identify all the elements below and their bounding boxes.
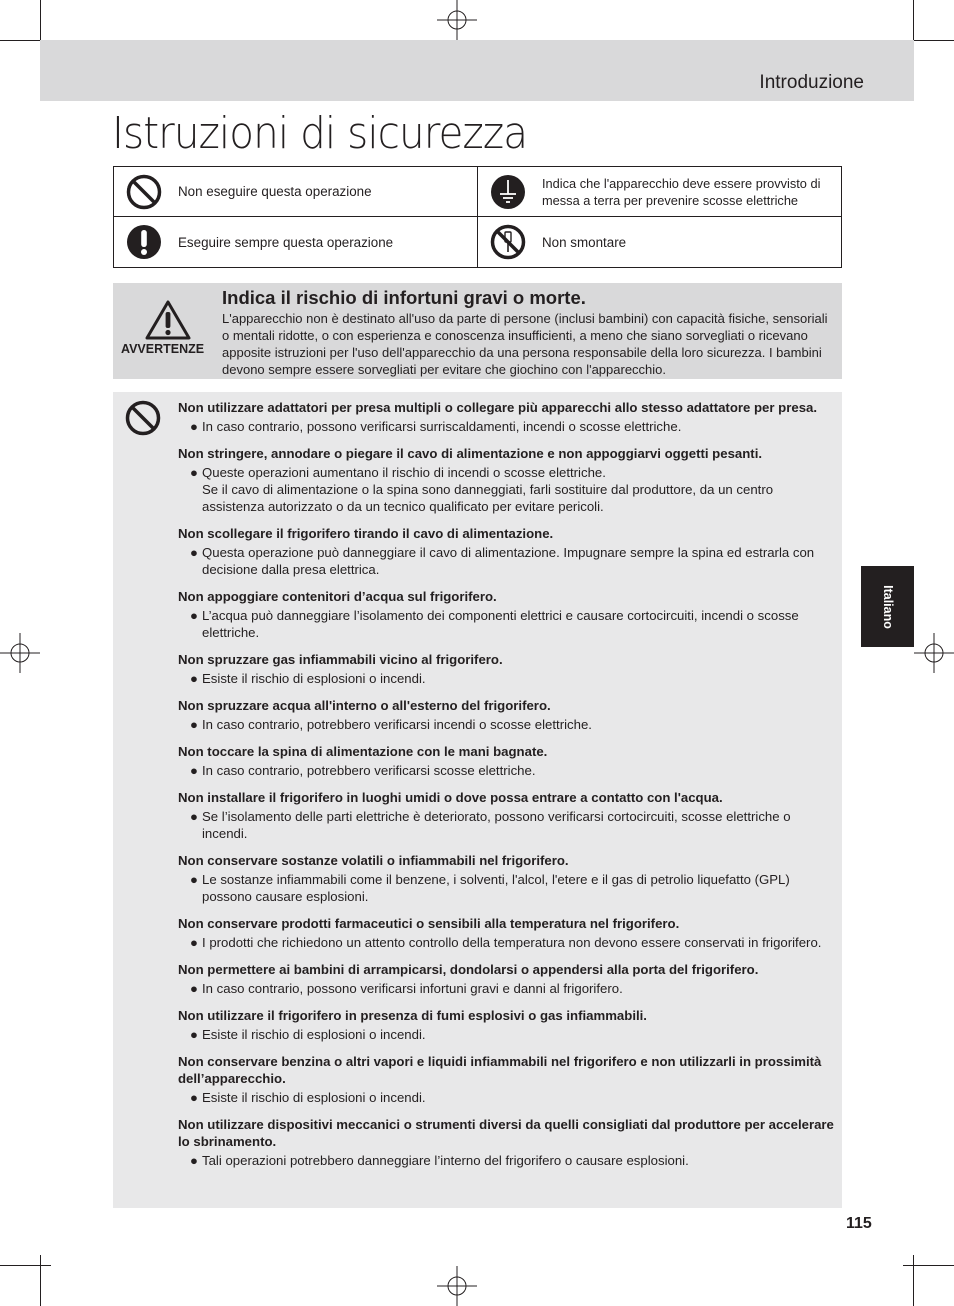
rule-detail-text: Se l’isolamento delle parti elettriche è deteriorato, possono verificarsi cortocircuiti, scosse elettriche o incendi. xyxy=(202,809,791,841)
legend-text: Eseguire sempre questa operazione xyxy=(178,234,394,250)
bullet-icon: ● xyxy=(190,608,198,623)
rule-title: Non utilizzare dispositivi meccanici o strumenti diversi da quelli consigliati dal produttore per accelerare lo sbrinamento. xyxy=(178,1117,834,1149)
rule-detail-text: Esiste il rischio di esplosioni o incendi. xyxy=(202,1027,426,1042)
language-tab xyxy=(861,566,914,647)
rule-detail-text: Esiste il rischio di esplosioni o incendi. xyxy=(202,1090,426,1105)
bullet-icon: ● xyxy=(190,419,198,434)
rule-title: Non spruzzare acqua all'interno o all'esterno del frigorifero. xyxy=(178,698,551,713)
prohibition-icon xyxy=(126,174,162,210)
safety-rule xyxy=(178,1116,834,1169)
safety-rule xyxy=(178,651,834,687)
no-disassembly-icon xyxy=(490,224,526,260)
rule-detail-text: I prodotti che richiedono un attento controllo della temperatura non devono essere conservati in frigorifero. xyxy=(202,935,822,950)
rule-title: Non installare il frigorifero in luoghi umidi o dove possa entrare a contatto con l'acqua. xyxy=(178,790,723,805)
legend-cell xyxy=(114,167,478,217)
safety-rule xyxy=(178,1007,834,1043)
legend-text: Non eseguire questa operazione xyxy=(178,184,372,199)
ground-icon xyxy=(490,174,526,210)
bullet-icon: ● xyxy=(190,545,198,560)
language-tab-label: Italiano xyxy=(880,584,895,629)
bullet-icon: ● xyxy=(190,763,198,778)
rule-title: Non conservare sostanze volatili o infiammabili nel frigorifero. xyxy=(178,853,569,868)
bullet-icon: ● xyxy=(190,465,198,480)
rule-title: Non stringere, annodare o piegare il cavo di alimentazione e non appoggiarvi oggetti pesanti. xyxy=(178,446,763,461)
bullet-icon: ● xyxy=(190,981,198,996)
rule-detail xyxy=(178,1026,834,1043)
rule-detail-text: Esiste il rischio di esplosioni o incendi. xyxy=(202,671,426,686)
rule-title: Non spruzzare gas infiammabili vicino al frigorifero. xyxy=(178,652,503,667)
rule-detail-text: Queste operazioni aumentano il rischio di incendi o scosse elettriche. Se il cavo di alimentazione o la spina sono danneggiati, farli sostituire dal produttore, da un centro assistenza autorizzato o da un tecnico qualificato per evitare pericoli. xyxy=(202,465,774,514)
crop-mark xyxy=(0,1265,51,1266)
safety-rule xyxy=(178,525,834,578)
legend-cell xyxy=(114,217,478,267)
safety-rules-box xyxy=(113,392,842,1208)
symbol-legend-table xyxy=(113,166,842,268)
prohibition-icon xyxy=(125,400,161,436)
safety-rule xyxy=(178,852,834,905)
rule-detail-text: In caso contrario, possono verificarsi infortuni gravi e danni al frigorifero. xyxy=(202,981,623,996)
header-band xyxy=(40,40,914,101)
rule-title: Non toccare la spina di alimentazione con le mani bagnate. xyxy=(178,744,548,759)
registration-mark-icon xyxy=(914,633,954,673)
safety-rule xyxy=(178,915,834,951)
rule-detail xyxy=(178,418,834,435)
rule-detail-text: In caso contrario, potrebbero verificarsi scosse elettriche. xyxy=(202,763,536,778)
safety-rule xyxy=(178,1053,834,1106)
registration-mark-icon xyxy=(437,1266,477,1306)
bullet-icon: ● xyxy=(190,1153,198,1168)
rule-title: Non conservare prodotti farmaceutici o sensibili alla temperatura nel frigorifero. xyxy=(178,916,680,931)
section-label: Introduzione xyxy=(759,72,864,93)
safety-rule xyxy=(178,697,834,733)
rule-title: Non scollegare il frigorifero tirando il cavo di alimentazione. xyxy=(178,526,554,541)
bullet-icon: ● xyxy=(190,872,198,887)
page-number: 115 xyxy=(846,1215,872,1232)
page-title: Istruzioni di sicurezza xyxy=(112,108,528,159)
safety-rule xyxy=(178,743,834,779)
legend-text: Non smontare xyxy=(542,234,627,250)
safety-rule xyxy=(178,789,834,842)
rule-detail xyxy=(178,716,834,733)
legend-cell xyxy=(478,217,842,267)
warning-triangle-icon xyxy=(145,299,191,341)
warning-title: Indica il rischio di infortuni gravi o morte. xyxy=(222,287,586,308)
crop-mark xyxy=(913,1255,914,1306)
legend-text: Indica che l'apparecchio deve essere provvisto di messa a terra per prevenire scosse elettriche xyxy=(542,175,821,208)
warning-label: AVVERTENZE xyxy=(121,342,205,356)
rule-detail xyxy=(178,934,834,951)
crop-mark xyxy=(903,1265,954,1266)
safety-rule xyxy=(178,588,834,641)
bullet-icon: ● xyxy=(190,1027,198,1042)
rule-detail xyxy=(178,607,834,641)
bullet-icon: ● xyxy=(190,809,198,824)
legend-cell xyxy=(478,167,842,217)
safety-rules-list xyxy=(178,399,834,1179)
bullet-icon: ● xyxy=(190,935,198,950)
rule-detail xyxy=(178,464,834,515)
bullet-icon: ● xyxy=(190,1090,198,1105)
warning-body: L'apparecchio non è destinato all'uso da parte di persone (inclusi bambini) con capacità fisiche, sensoriali o mentali ridotte, o con esperienza e conoscenza insufficienti, a meno che siano sorvegliati o ricevano apposite istruzioni per l'uso dell'apparecchio da una persona responsabile della loro sicurezza. I bambini devono sempre essere sorvegliati per evitare che giochino con l'apparecchio. xyxy=(222,311,828,377)
registration-mark-icon xyxy=(0,633,40,673)
rule-title: Non utilizzare adattatori per presa multipli o collegare più apparecchi allo stesso adattatore per presa. xyxy=(178,400,818,415)
registration-mark-icon xyxy=(437,0,477,40)
rule-detail xyxy=(178,1089,834,1106)
rule-title: Non permettere ai bambini di arrampicarsi, dondolarsi o appendersi alla porta del frigorifero. xyxy=(178,962,759,977)
rule-detail xyxy=(178,544,834,578)
rule-detail xyxy=(178,670,834,687)
safety-rule xyxy=(178,399,834,435)
rule-detail xyxy=(178,762,834,779)
bullet-icon: ● xyxy=(190,717,198,732)
safety-rule xyxy=(178,445,834,515)
rule-detail-text: In caso contrario, potrebbero verificarsi incendi o scosse elettriche. xyxy=(202,717,592,732)
rule-detail-text: Questa operazione può danneggiare il cavo di alimentazione. Impugnare sempre la spina ed estrarla con decisione dalla presa elettrica. xyxy=(202,545,815,577)
crop-mark xyxy=(40,1255,41,1306)
bullet-icon: ● xyxy=(190,671,198,686)
mandatory-icon xyxy=(126,224,162,260)
rule-detail-text: Le sostanze infiammabili come il benzene, i solventi, l'alcol, l'etere e il gas di petrolio liquefatto (GPL) possono causare esplosioni. xyxy=(202,872,790,904)
rule-title: Non appoggiare contenitori d’acqua sul frigorifero. xyxy=(178,589,497,604)
rule-detail xyxy=(178,1152,834,1169)
rule-detail-text: Tali operazioni potrebbero danneggiare l’interno del frigorifero o causare esplosioni. xyxy=(202,1153,689,1168)
safety-rule xyxy=(178,961,834,997)
warning-box xyxy=(113,283,842,379)
rule-detail xyxy=(178,980,834,997)
rule-title: Non utilizzare il frigorifero in presenza di fumi esplosivi o gas infiammabili. xyxy=(178,1008,647,1023)
rule-detail-text: In caso contrario, possono verificarsi surriscaldamenti, incendi o scosse elettriche. xyxy=(202,419,682,434)
rule-detail-text: L’acqua può danneggiare l’isolamento dei componenti elettrici e causare cortocircuiti, incendi o scosse elettriche. xyxy=(202,608,799,640)
rule-title: Non conservare benzina o altri vapori e liquidi infiammabili nel frigorifero e non utilizzarli in prossimità dell’apparecchio. xyxy=(178,1054,822,1086)
rule-detail xyxy=(178,808,834,842)
rule-detail xyxy=(178,871,834,905)
